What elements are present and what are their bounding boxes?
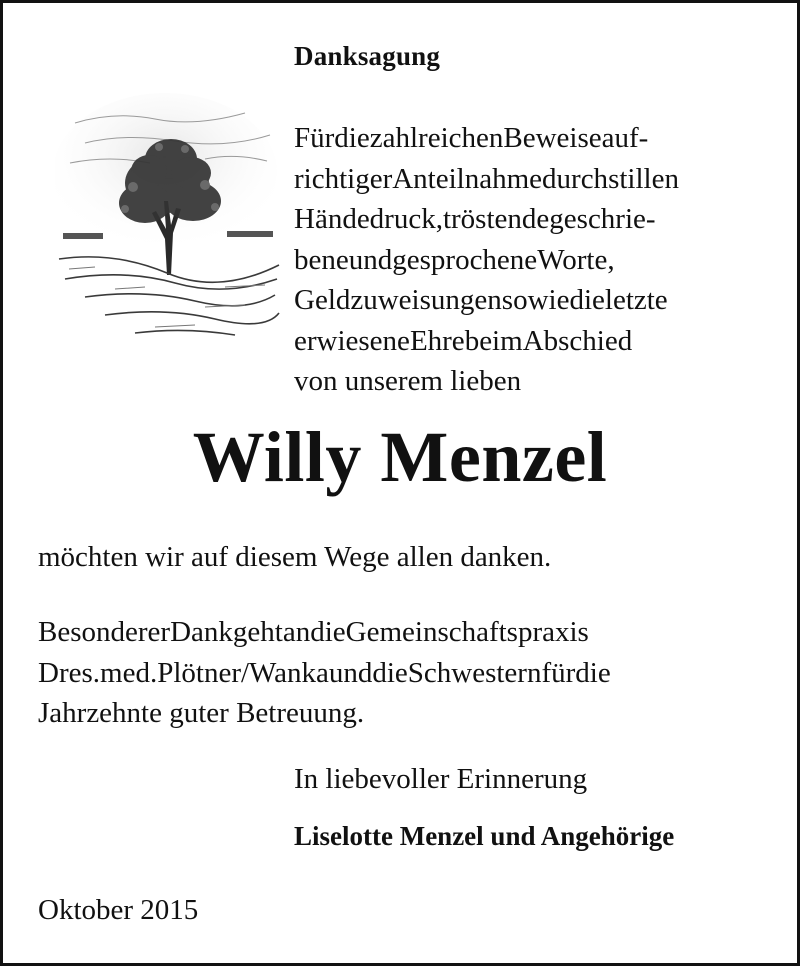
notice-heading: Danksagung bbox=[294, 41, 441, 71]
intro-line: FürdiezahlreichenBeweiseauf- bbox=[294, 122, 649, 154]
special-thanks-paragraph bbox=[38, 612, 768, 734]
intro-line: richtigerAnteilnahmedurchstillen bbox=[294, 162, 679, 195]
special-thanks-line: Dres.med.Plötner/WankaunddieSchwesternfürdie bbox=[38, 656, 611, 689]
tree-landscape-icon bbox=[55, 83, 283, 345]
intro-text bbox=[294, 118, 768, 402]
closing-phrase: In liebevoller Erinnerung bbox=[294, 763, 588, 795]
intro-line: von unserem lieben bbox=[294, 365, 522, 397]
signature: Liselotte Menzel und Angehörige bbox=[294, 821, 675, 851]
intro-line: Geldzuweisungensowiedieletzte bbox=[294, 284, 668, 316]
thanks-paragraph bbox=[38, 537, 768, 577]
thanks-line: möchten wir auf diesem Wege allen danken. bbox=[38, 541, 552, 573]
special-thanks-line: BesondererDankgehtandieGemeinschaftspraxis bbox=[38, 616, 589, 648]
special-thanks-line: Jahrzehnte guter Betreuung. bbox=[38, 697, 365, 729]
deceased-name: Willy Menzel bbox=[192, 417, 608, 497]
intro-line: Händedruck,tröstendegeschrie- bbox=[294, 203, 656, 235]
notice-date: Oktober 2015 bbox=[38, 894, 199, 926]
intro-line: erwieseneEhrebeimAbschied bbox=[294, 324, 633, 357]
intro-line: beneundgesprocheneWorte, bbox=[294, 243, 615, 276]
